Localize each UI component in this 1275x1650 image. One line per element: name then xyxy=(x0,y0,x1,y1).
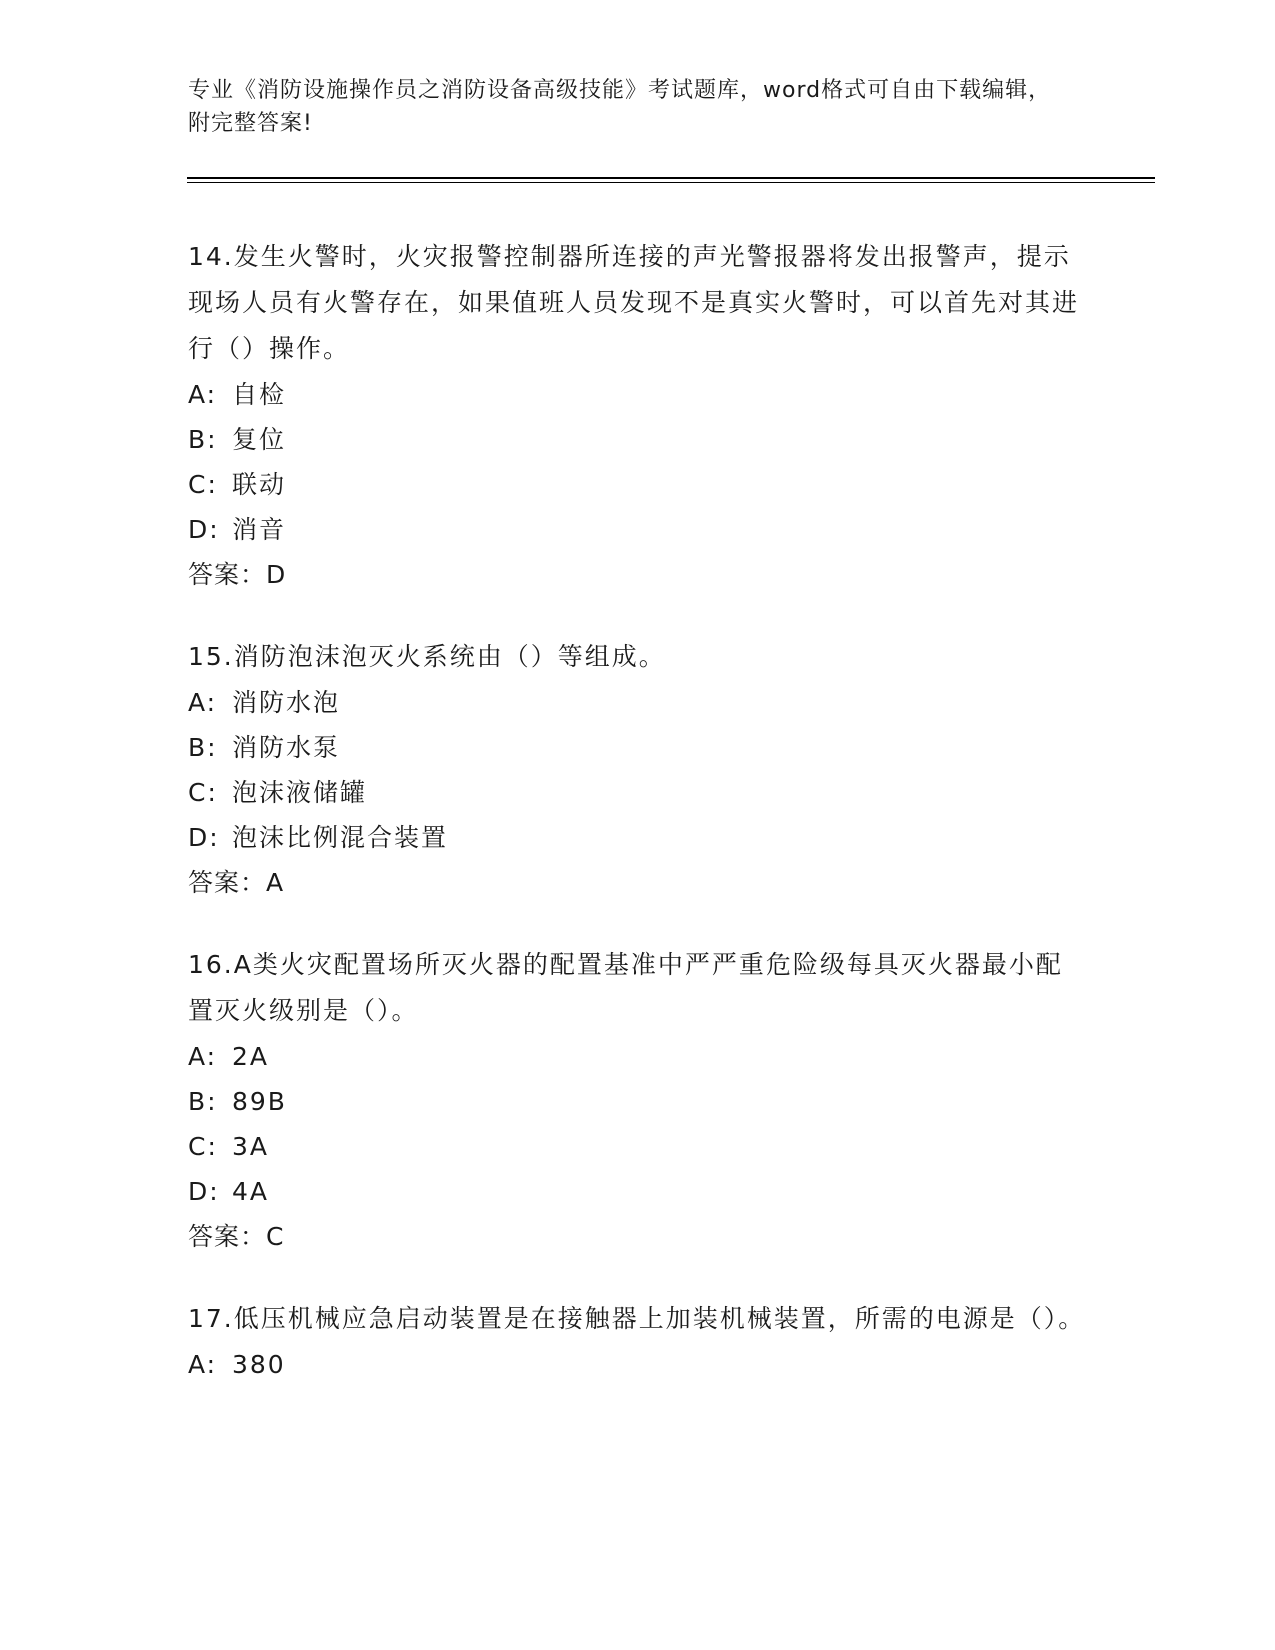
question-stem: 14.发生火警时，火灾报警控制器所连接的声光警报器将发出报警声，提示现场人员有火警存在，如果值班人员发现不是真实火警时，可以首先对其进行（）操作。 xyxy=(188,242,1080,363)
question-14 xyxy=(188,234,1088,598)
option-label: D: xyxy=(188,823,220,852)
document-header: 专业《消防设施操作员之消防设备高级技能》考试题库，word格式可自由下载编辑，附完整答案! xyxy=(188,78,1052,136)
option-c xyxy=(188,770,1088,815)
option-a xyxy=(188,372,1088,417)
option-text: 复位 xyxy=(232,425,287,454)
header-rule-thick xyxy=(187,177,1155,179)
option-b xyxy=(188,1079,1088,1124)
option-b xyxy=(188,725,1088,770)
option-text: 泡沫液储罐 xyxy=(232,778,368,807)
option-label: D: xyxy=(188,515,220,544)
option-text: 泡沫比例混合装置 xyxy=(232,823,449,852)
option-text: 3A xyxy=(232,1132,270,1161)
option-text: 联动 xyxy=(232,470,287,499)
option-d xyxy=(188,1169,1088,1214)
option-text: 380 xyxy=(232,1350,286,1379)
question-stem: 16.A类火灾配置场所灭火器的配置基准中严严重危险级每具灭火器最小配置灭火级别是（）。 xyxy=(188,950,1063,1025)
option-label: B: xyxy=(188,1087,218,1116)
option-c xyxy=(188,462,1088,507)
question-17 xyxy=(188,1296,1088,1387)
option-label: D: xyxy=(188,1177,220,1206)
option-a xyxy=(188,680,1088,725)
option-c xyxy=(188,1124,1088,1169)
option-text: 消防水泡 xyxy=(232,688,341,717)
question-stem: 15.消防泡沫泡灭火系统由（）等组成。 xyxy=(188,642,666,671)
option-label: A: xyxy=(188,1350,218,1379)
option-d xyxy=(188,815,1088,860)
answer-line: 答案：A xyxy=(188,868,285,897)
option-label: B: xyxy=(188,733,218,762)
option-text: 2A xyxy=(232,1042,270,1071)
option-label: A: xyxy=(188,688,218,717)
question-list xyxy=(188,234,1088,1423)
option-label: C: xyxy=(188,778,218,807)
option-label: C: xyxy=(188,470,218,499)
header-rule-thin xyxy=(187,182,1155,183)
option-text: 自检 xyxy=(232,380,287,409)
option-label: C: xyxy=(188,1132,218,1161)
option-text: 消防水泵 xyxy=(232,733,341,762)
option-label: A: xyxy=(188,1042,218,1071)
option-a xyxy=(188,1034,1088,1079)
option-label: A: xyxy=(188,380,218,409)
option-text: 4A xyxy=(232,1177,270,1206)
option-text: 89B xyxy=(232,1087,287,1116)
question-15 xyxy=(188,634,1088,906)
option-label: B: xyxy=(188,425,218,454)
answer-line: 答案：D xyxy=(188,560,287,589)
option-b xyxy=(188,417,1088,462)
option-a xyxy=(188,1342,1088,1387)
answer-line: 答案：C xyxy=(188,1222,285,1251)
question-stem: 17.低压机械应急启动装置是在接触器上加装机械装置，所需的电源是（）。 xyxy=(188,1304,1086,1333)
option-d xyxy=(188,507,1088,552)
option-text: 消音 xyxy=(232,515,287,544)
question-16 xyxy=(188,942,1088,1260)
